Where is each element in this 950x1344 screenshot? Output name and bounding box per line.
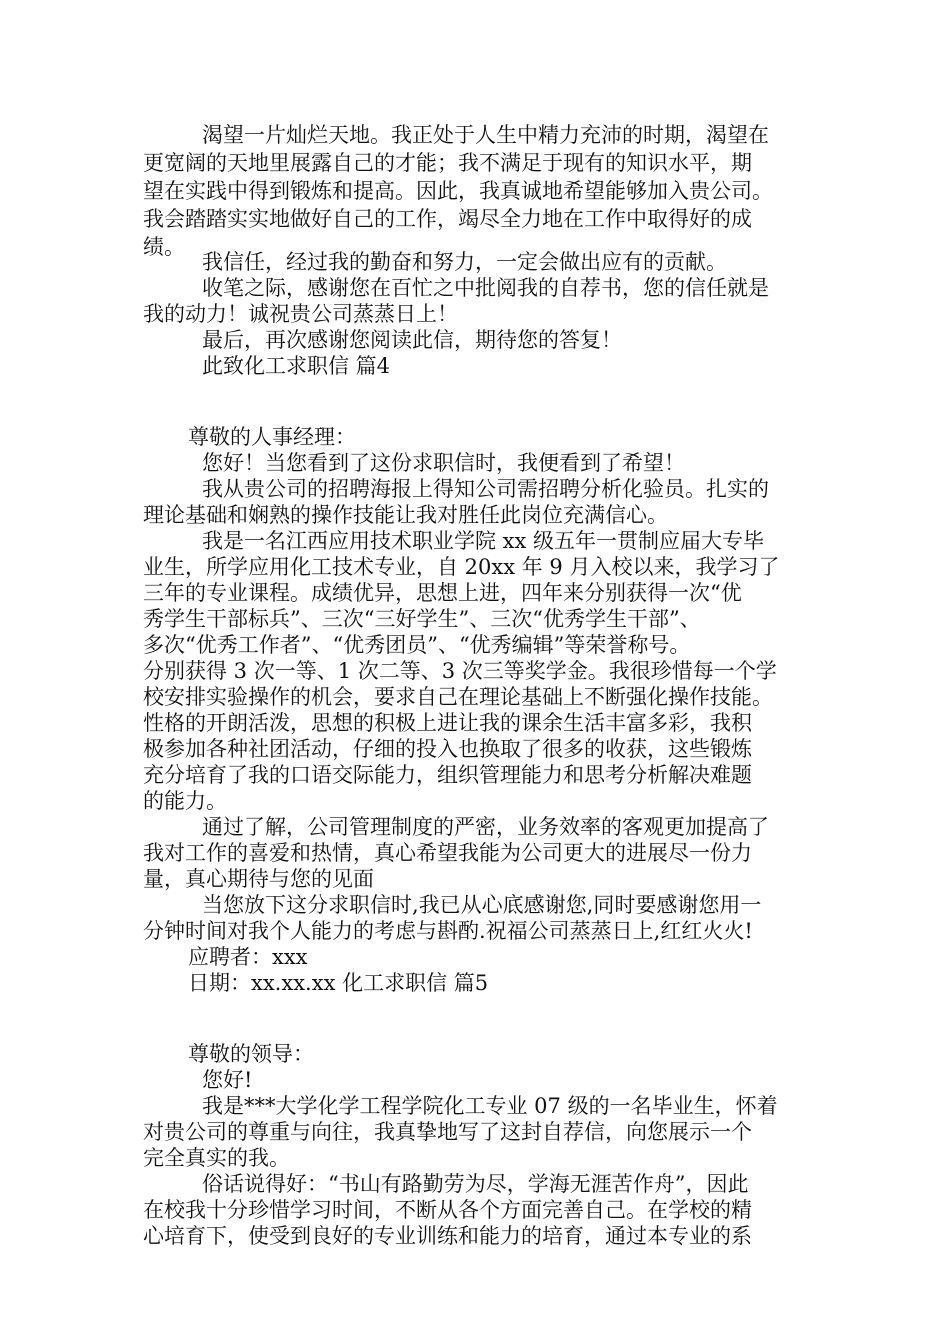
text-line: 对贵公司的尊重与向往，我真挚地写了这封自荐信，向您展示一个 — [143, 1120, 752, 1144]
text-line: 量，真心期待与您的见面 — [143, 867, 374, 891]
text-line: 在校我十分珍惜学习时间，不断从各个方面完善自己。在学校的精 — [143, 1198, 752, 1222]
text-line: 多次“优秀工作者”、“优秀团员”、“优秀编辑”等荣誉称号。 — [143, 633, 691, 657]
text-line: 望在实践中得到锻炼和提高。因此，我真诚地希望能够加入贵公司。 — [143, 179, 773, 203]
salutation: 尊敬的领导： — [188, 1042, 314, 1066]
text-line: 渴望一片灿烂天地。我正处于人生中精力充沛的时期，渴望在 — [202, 123, 769, 147]
applicant-line: 应聘者：xxx — [188, 945, 308, 969]
text-line: 您好！当您看到了这份求职信时，我便看到了希望！ — [202, 451, 685, 475]
text-line: 我会踏踏实实地做好自己的工作，竭尽全力地在工作中取得好的成 — [143, 207, 752, 231]
text-line: 理论基础和娴熟的操作技能让我对胜任此岗位充满信心。 — [143, 503, 668, 527]
text-line: 校安排实验操作的机会，要求自己在理论基础上不断强化操作技能。 — [143, 685, 773, 709]
section-heading: 此致化工求职信 篇4 — [202, 354, 391, 378]
text-line: 分钟时间对我个人能力的考虑与斟酌.祝福公司蒸蒸日上,红红火火! — [143, 919, 753, 943]
text-line: 我是一名江西应用技术职业学院 xx 级五年一贯制应届大专毕 — [202, 529, 765, 553]
text-line: 俗话说得好：“书山有路勤劳为尽，学海无涯苦作舟”，因此 — [202, 1172, 749, 1196]
text-line: 我对工作的喜爱和热情，真心希望我能为公司更大的进展尽一份力 — [143, 841, 752, 865]
text-line: 完全真实的我。 — [143, 1146, 290, 1170]
text-line: 分别获得 3 次一等、1 次二等、3 次三等奖学金。我很珍惜每一个学 — [143, 659, 777, 683]
text-line: 我的动力！诚祝贵公司蒸蒸日上！ — [143, 302, 458, 326]
text-line: 秀学生干部标兵”、三次“三好学生”、三次“优秀学生干部”、 — [143, 607, 701, 631]
text-line: 性格的开朗活泼，思想的积极上进让我的课余生活丰富多彩，我积 — [143, 711, 752, 735]
date-line: 日期：xx.xx.xx 化工求职信 篇5 — [188, 971, 489, 995]
text-line: 的能力。 — [143, 789, 227, 813]
text-line: 三年的专业课程。成绩优异，思想上进，四年来分别获得一次“优 — [143, 581, 742, 605]
text-line: 极参加各种社团活动，仔细的投入也换取了很多的收获，这些锻炼 — [143, 737, 752, 761]
text-line: 我从贵公司的招聘海报上得知公司需招聘分析化验员。扎实的 — [202, 477, 769, 501]
text-line: 更宽阔的天地里展露自己的才能；我不满足于现有的知识水平，期 — [143, 151, 752, 175]
text-line: 您好! — [202, 1068, 253, 1092]
text-line: 最后，再次感谢您阅读此信，期待您的答复！ — [202, 328, 622, 352]
text-line: 充分培育了我的口语交际能力，组织管理能力和思考分析解决难题 — [143, 763, 752, 787]
salutation: 尊敬的人事经理： — [188, 425, 356, 449]
text-line: 我是***大学化学工程学院化工专业 07 级的一名毕业生，怀着 — [202, 1094, 778, 1118]
text-line: 业生，所学应用化工技术专业，自 20xx 年 9 月入校以来，我学习了 — [143, 555, 780, 579]
text-line: 通过了解，公司管理制度的严密，业务效率的客观更加提高了 — [202, 815, 769, 839]
text-line: 收笔之际，感谢您在百忙之中批阅我的自荐书，您的信任就是 — [202, 276, 769, 300]
text-line: 我信任，经过我的勤奋和努力，一定会做出应有的贡献。 — [202, 250, 727, 274]
text-line: 心培育下，使受到良好的专业训练和能力的培育，通过本专业的系 — [143, 1224, 752, 1248]
text-line: 绩。 — [143, 235, 185, 259]
text-line: 当您放下这分求职信时,我已从心底感谢您,同时要感谢您用一 — [202, 893, 762, 917]
